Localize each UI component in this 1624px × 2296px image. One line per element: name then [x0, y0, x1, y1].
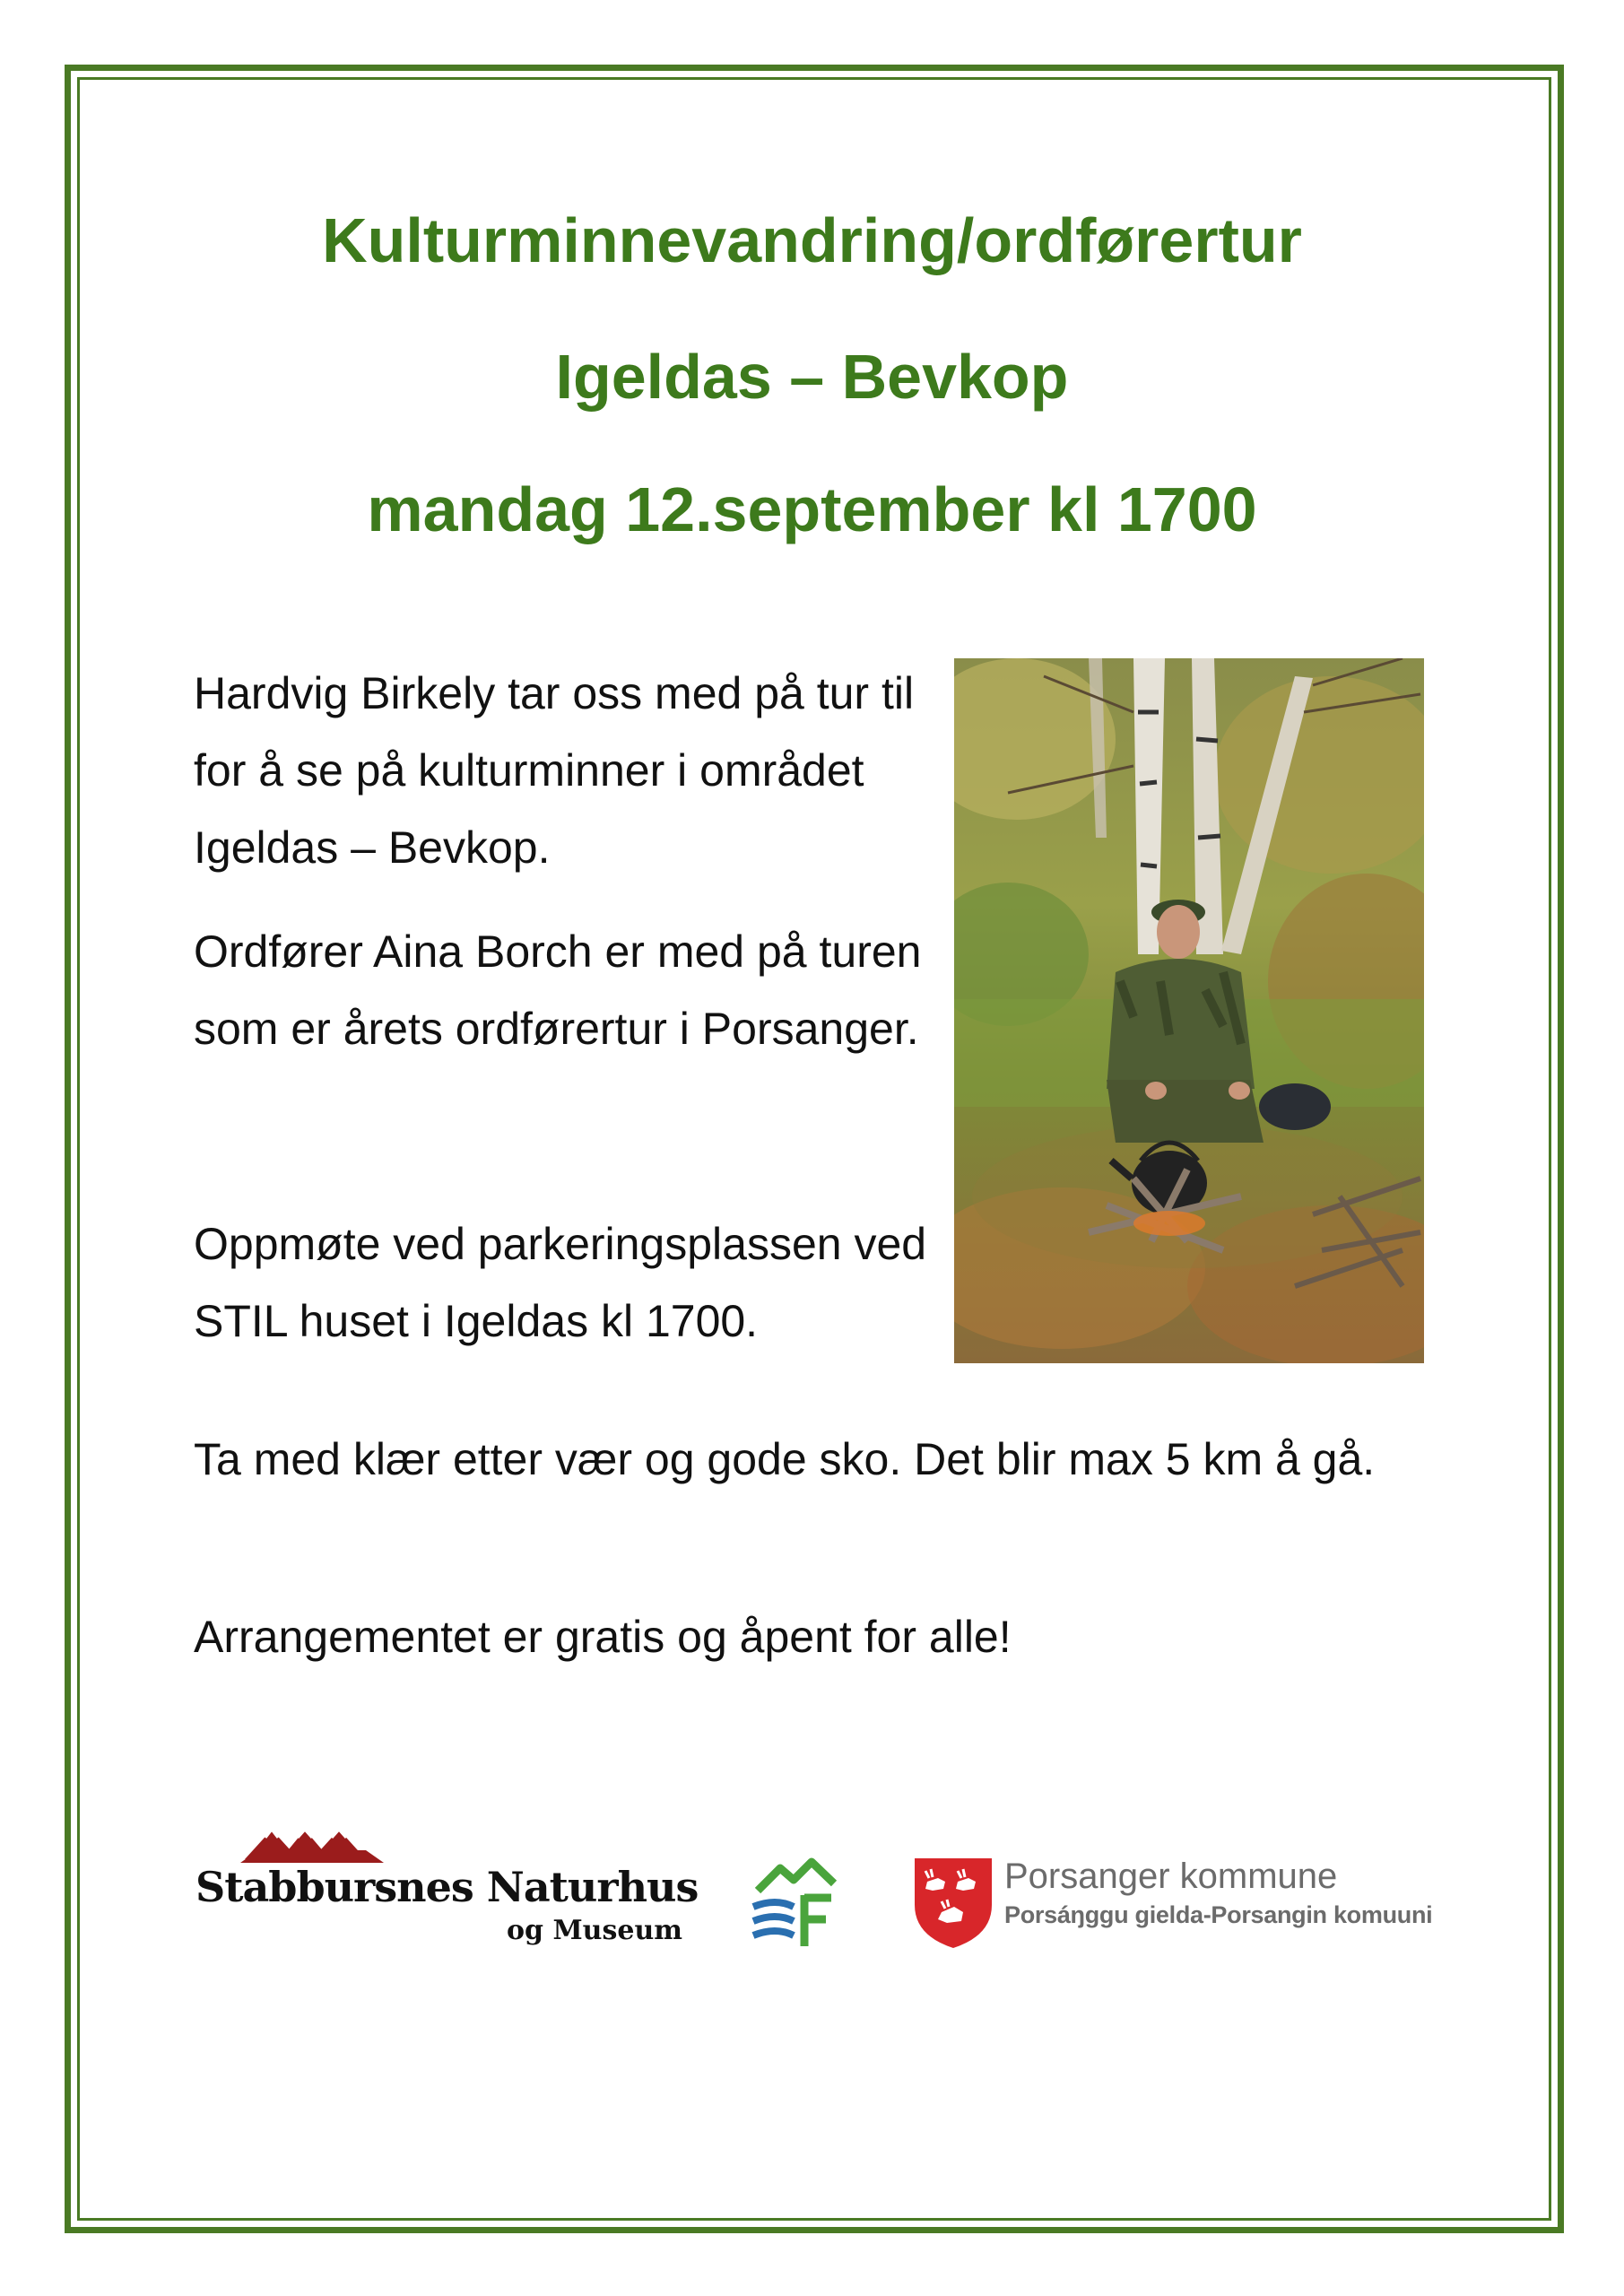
stabbursnes-name: Stabbursnes Naturhus	[195, 1863, 699, 1911]
event-title: Kulturminnevandring/ordførertur	[322, 205, 1302, 275]
campfire-photo	[954, 658, 1424, 1363]
free-entry-paragraph: Arrangementet er gratis og åpent for alle!	[194, 1612, 1012, 1662]
stabbursnes-logo	[195, 1816, 699, 1960]
meeting-paragraph: Oppmøte ved parkeringsplassen ved STIL huset i Igeldas kl 1700.	[194, 1219, 927, 1346]
mayor-paragraph: Ordfører Aina Borch er med på turen som er årets ordførertur i Porsanger.	[194, 926, 922, 1054]
statskog-sf-logo	[749, 1855, 838, 1950]
porsanger-coat-of-arms	[911, 1855, 995, 1952]
intro-paragraph: Hardvig Birkely tar oss med på tur til for å se på kulturminner i området Igeldas – Bevkop.	[194, 668, 915, 873]
clothing-paragraph: Ta med klær etter vær og gode sko. Det blir max 5 km å gå.	[194, 1434, 1376, 1484]
statskog-sf-icon	[749, 1855, 838, 1950]
stabbursnes-sub: og Museum	[507, 1915, 682, 1946]
event-date: mandag 12.september kl 1700	[367, 474, 1257, 544]
porsanger-sub: Porsáŋggu gielda-Porsangin komuuni	[1004, 1901, 1433, 1928]
porsanger-name: Porsanger kommune	[1004, 1857, 1338, 1896]
stabbursnes-roof-icon	[195, 1816, 684, 1870]
event-location: Igeldas – Bevkop	[555, 342, 1069, 412]
porsanger-shield-icon	[911, 1855, 995, 1952]
